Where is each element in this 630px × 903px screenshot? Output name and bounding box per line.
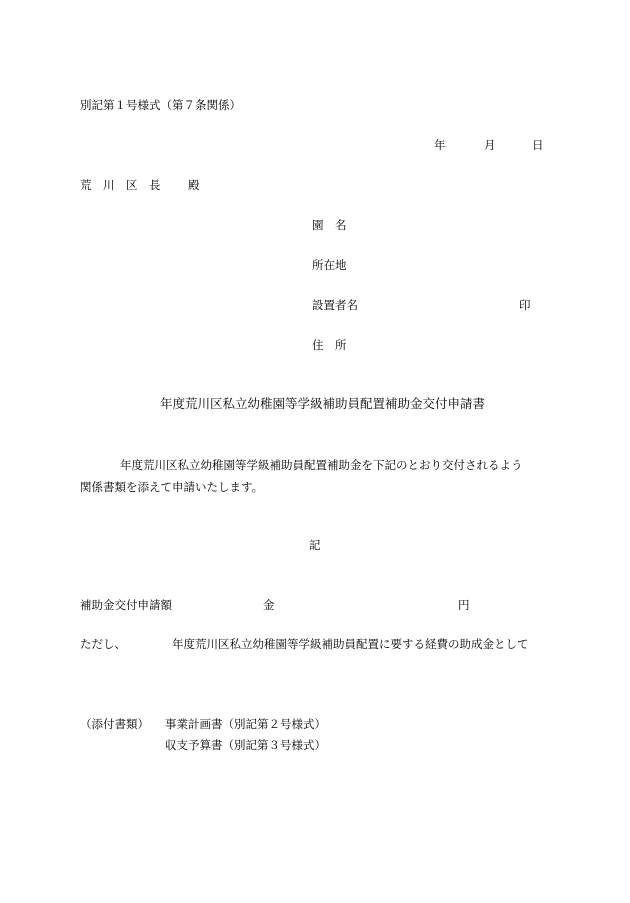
date-month: 月 bbox=[484, 138, 496, 152]
seal-mark: 印 bbox=[519, 298, 531, 312]
school-name-label: 園 名 bbox=[312, 218, 347, 232]
document-title: 年度荒川区私立幼稚園等学級補助員配置補助金交付申請書 bbox=[160, 396, 486, 411]
founder-label: 設置者名 bbox=[312, 298, 358, 312]
purpose-prefix: ただし、 bbox=[80, 637, 126, 651]
date-year: 年 bbox=[434, 138, 446, 152]
body-line-2: 関係書類を添えて申請いたします。 bbox=[80, 480, 264, 494]
amount-kin: 金 bbox=[263, 598, 275, 612]
attachment-item: 事業計画書（別記第２号様式） bbox=[165, 717, 326, 731]
ki-heading: 記 bbox=[309, 538, 321, 552]
attachments-label: （添付書類） bbox=[80, 717, 149, 731]
purpose-text: 年度荒川区私立幼稚園等学級補助員配置に要する経費の助成金として bbox=[172, 637, 529, 651]
amount-yen: 円 bbox=[458, 598, 470, 612]
body-line-1: 年度荒川区私立幼稚園等学級補助員配置補助金を下記のとおり交付されるよう bbox=[120, 458, 523, 472]
location-label: 所在地 bbox=[312, 258, 347, 272]
date-day: 日 bbox=[532, 138, 544, 152]
form-number: 別記第１号様式（第７条関係） bbox=[80, 98, 241, 112]
attachment-item: 収支予算書（別記第３号様式） bbox=[165, 738, 326, 752]
addressee-honorific: 殿 bbox=[188, 178, 200, 192]
amount-label: 補助金交付申請額 bbox=[80, 598, 172, 612]
addressee-ward-mayor: 荒 川 区 長 bbox=[80, 178, 161, 192]
address-label: 住 所 bbox=[312, 338, 347, 352]
